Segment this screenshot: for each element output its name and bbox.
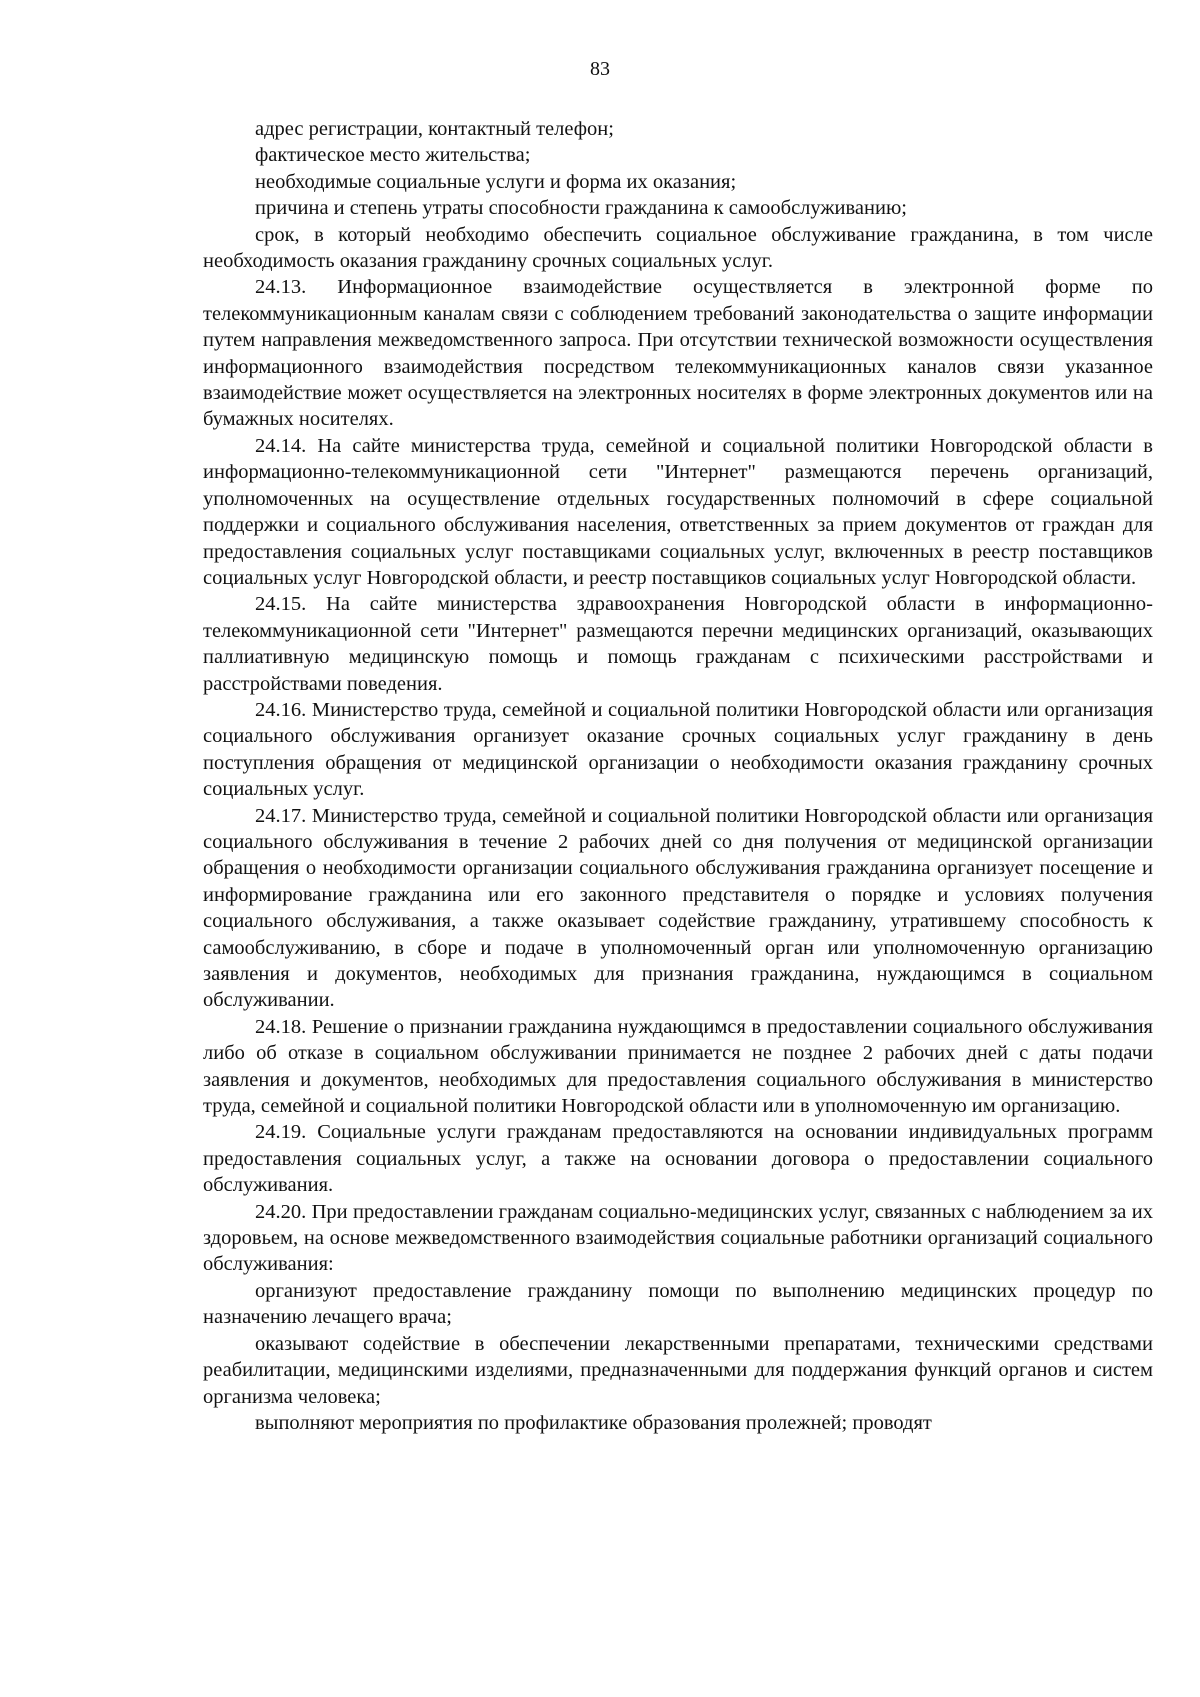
paragraph: 24.19. Социальные услуги гражданам предоставляются на основании индивидуальных программ предоставления социальных услуг, а также на основании договора о предоставлении социального обслуживания. (203, 1121, 1153, 1197)
paragraph: 24.17. Министерство труда, семейной и социальной политики Новгородской области или организация социального обслуживания в течение 2 рабочих дней со дня получения от медицинской организации обращения о необходимости организации социального обслуживания гражданина организует посещение и информирование гражданина или его законного представителя о порядке и условиях получения социального обслуживания, а также оказывает содействие гражданину, утратившему способность к самообслуживанию, в сборе и подаче в уполномоченный орган или уполномоченную организацию заявления и документов, необходимых для признания гражданина, нуждающимся в социальном обслуживании. (203, 804, 1153, 1012)
paragraph: 24.20. При предоставлении гражданам социально-медицинских услуг, связанных с наблюдением за их здоровьем, на основе межведомственного взаимодействия социальные работники организаций социального обслуживания: (203, 1200, 1153, 1276)
paragraph: выполняют мероприятия по профилактике образования пролежней; проводят (255, 1411, 932, 1434)
page-number: 83 (590, 58, 610, 80)
paragraph: адрес регистрации, контактный телефон; (255, 118, 614, 140)
paragraph: фактическое место жительства; (255, 144, 531, 167)
paragraph: 24.15. На сайте министерства здравоохранения Новгородской области в информационно-телекоммуникационной сети "Интернет" размещаются перечни медицинских организаций, оказывающих паллиативную медицинскую помощь и помощь гражданам с психическими расстройствами и расстройствами поведения. (203, 593, 1153, 695)
document-body (203, 116, 1153, 1436)
paragraph: 24.14. На сайте министерства труда, семейной и социальной политики Новгородской области в информационно-телекоммуникационной сети "Интернет" размещаются перечень организаций, уполномоченных на осуществление отдельных государственных полномочий в сфере социальной поддержки и социального обслуживания населения, ответственных за прием документов от граждан для предоставления социальных услуг поставщиками социальных услуг, включенных в реестр поставщиков социальных услуг Новгородской области, и реестр поставщиков социальных услуг Новгородской области. (203, 434, 1153, 589)
paragraph: оказывают содействие в обеспечении лекарственными препаратами, техническими средствами реабилитации, медицинскими изделиями, предназначенными для поддержания функций органов и систем организма человека; (203, 1332, 1153, 1408)
paragraph: 24.18. Решение о признании гражданина нуждающимся в предоставлении социального обслуживания либо об отказе в социальном обслуживании принимается не позднее 2 рабочих дней с даты подачи заявления и документов, необходимых для предоставления социального обслуживания в министерство труда, семейной и социальной политики Новгородской области или в уполномоченную им организацию. (203, 1015, 1153, 1118)
paragraph: 24.13. Информационное взаимодействие осуществляется в электронной форме по телекоммуникационным каналам связи с соблюдением требований законодательства о защите информации путем направления межведомственного запроса. При отсутствии технической возможности осуществления информационного взаимодействия посредством телекоммуникационных каналов связи указанное взаимодействие может осуществляется на электронных носителях в форме электронных документов или на бумажных носителях. (203, 276, 1153, 431)
paragraph: 24.16. Министерство труда, семейной и социальной политики Новгородской области или организация социального обслуживания организует оказание срочных социальных услуг гражданину в день поступления обращения от медицинской организации о необходимости оказания гражданину срочных социальных услуг. (203, 698, 1153, 801)
paragraph: организуют предоставление гражданину помощи по выполнению медицинских процедур по назначению лечащего врача; (203, 1279, 1153, 1329)
paragraph: причина и степень утраты способности гражданина к самообслуживанию; (255, 197, 907, 220)
paragraph: необходимые социальные услуги и форма их оказания; (255, 170, 737, 193)
paragraph: срок, в который необходимо обеспечить социальное обслуживание гражданина, в том числе необходимость оказания гражданину срочных социальных услуг. (203, 223, 1153, 273)
